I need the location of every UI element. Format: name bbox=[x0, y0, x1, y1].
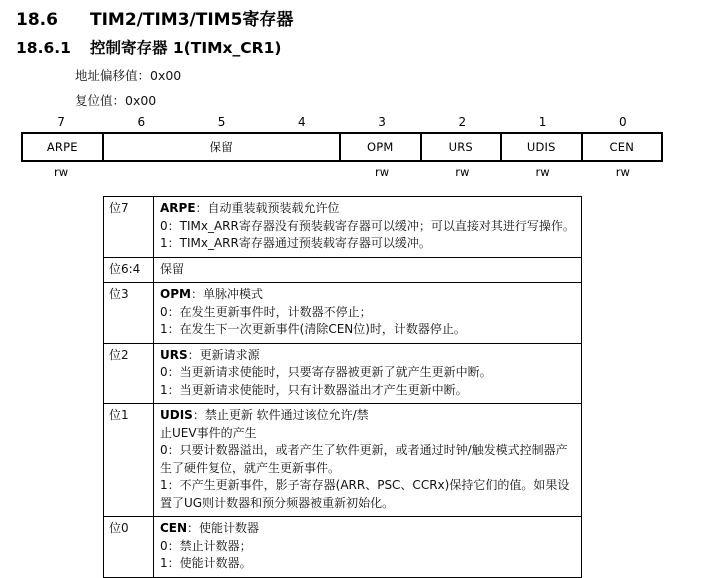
field-title: ：使能计数器 bbox=[187, 521, 260, 535]
bit-range-label: 位0 bbox=[104, 517, 154, 578]
field-title: ：单脉冲模式 bbox=[190, 287, 263, 301]
table-row bbox=[104, 283, 582, 344]
section-number: 18.6 bbox=[16, 10, 58, 30]
bit-description-cell bbox=[154, 257, 582, 283]
register-bit-map bbox=[21, 112, 663, 182]
field-detail-line: 1：当更新请求使能时，只有计数器溢出才产生更新中断。 bbox=[160, 382, 468, 397]
bit-access-cen: rw bbox=[615, 165, 630, 179]
field-detail-line: 止UEV事件的产生 bbox=[160, 425, 257, 440]
bit-number-2: 2 bbox=[458, 115, 467, 129]
bit-description-cell bbox=[154, 283, 582, 344]
bit-access-arpe: rw bbox=[54, 165, 69, 179]
field-name: URS bbox=[160, 347, 188, 362]
bit-access-row bbox=[21, 162, 663, 182]
section-heading bbox=[16, 5, 293, 30]
bit-range-label: 位7 bbox=[104, 197, 154, 258]
bit-number-0: 0 bbox=[619, 115, 627, 129]
bit-field-reserved: 保留 bbox=[104, 134, 342, 160]
bit-number-3: 3 bbox=[378, 115, 386, 129]
bit-field-row bbox=[21, 132, 663, 162]
field-name: UDIS bbox=[160, 408, 193, 422]
subsection-title: 控制寄存器 1(TIMx_CR1) bbox=[90, 39, 282, 57]
section-title: TIM2/TIM3/TIM5寄存器 bbox=[90, 10, 294, 30]
bit-description-cell bbox=[154, 197, 582, 258]
bit-field-urs: URS bbox=[422, 134, 503, 160]
field-detail-line: 0：TIMx_ARR寄存器没有预装载寄存器可以缓冲；可以直接对其进行写操作。 bbox=[160, 218, 575, 233]
table-row bbox=[104, 517, 582, 578]
field-detail-line: 1：使能计数器。 bbox=[160, 556, 252, 570]
field-title-line bbox=[160, 347, 576, 365]
bit-field-opm: OPM bbox=[341, 134, 422, 160]
bit-field-cen: CEN bbox=[609, 140, 634, 154]
bit-number-7: 7 bbox=[57, 115, 65, 129]
field-name: OPM bbox=[160, 287, 191, 301]
field-detail-line: 0：只要计数器溢出，或者产生了软件更新，或者通过时钟/触发模式控制器产生了硬件复位，就产生更新事件。 bbox=[160, 443, 568, 475]
bit-access-urs: rw bbox=[455, 165, 470, 179]
field-title-line bbox=[160, 407, 576, 425]
field-detail-line: 1：在发生下一次更新事件(清除CEN位)时，计数器停止。 bbox=[160, 322, 466, 336]
field-detail-line: 0：当更新请求使能时，只要寄存器被更新了就产生更新中断。 bbox=[160, 365, 492, 379]
bit-range-label: 位1 bbox=[104, 404, 154, 517]
field-title: ：自动重装载预装载允许位 bbox=[195, 201, 340, 215]
bit-number-4: 4 bbox=[298, 115, 306, 129]
table-row bbox=[104, 257, 582, 283]
bit-access-udis: rw bbox=[535, 165, 550, 179]
bit-number-5: 5 bbox=[217, 115, 226, 129]
field-detail-line: 1：TIMx_ARR寄存器通过预装载寄存器可以缓冲。 bbox=[160, 236, 431, 250]
bit-description-body bbox=[104, 197, 582, 578]
field-detail-line: 0：禁止计数器； bbox=[160, 538, 252, 553]
field-title-line bbox=[160, 520, 576, 538]
subsection-heading bbox=[16, 36, 281, 58]
field-title: ：更新请求源 bbox=[187, 347, 260, 362]
table-row bbox=[104, 197, 582, 258]
bit-description-cell bbox=[154, 343, 582, 404]
field-title-line bbox=[160, 286, 576, 304]
bit-access-opm: rw bbox=[375, 165, 390, 179]
bit-description-cell bbox=[154, 404, 582, 517]
table-row bbox=[104, 404, 582, 517]
field-detail-line: 0：在发生更新事件时，计数器不停止； bbox=[160, 304, 372, 319]
subsection-number: 18.6.1 bbox=[16, 39, 71, 57]
bit-description-cell bbox=[154, 517, 582, 578]
field-title: ：禁止更新 软件通过该位允许/禁 bbox=[192, 408, 369, 422]
bit-range-label: 位2 bbox=[104, 343, 154, 404]
reset-value-text: 复位值：0x00 bbox=[75, 93, 157, 108]
bit-number-1: 1 bbox=[538, 115, 547, 129]
field-name: ARPE bbox=[160, 201, 196, 215]
field-title-line bbox=[160, 200, 576, 218]
bit-access-reserved bbox=[101, 162, 342, 182]
bit-number-6: 6 bbox=[137, 115, 146, 129]
field-detail-line: 1：不产生更新事件，影子寄存器(ARR、PSC、CCRx)保持它们的值。如果设置了UG则计数器和预分频器被重新初始化。 bbox=[160, 478, 570, 510]
field-title-line bbox=[160, 261, 576, 279]
bit-range-label: 位3 bbox=[104, 283, 154, 344]
table-row bbox=[104, 343, 582, 404]
bit-range-label: 位6:4 bbox=[104, 257, 154, 283]
field-title: 保留 bbox=[160, 261, 185, 276]
bit-field-udis: UDIS bbox=[502, 134, 583, 160]
field-name: CEN bbox=[160, 521, 188, 535]
bit-field-arpe: ARPE bbox=[23, 134, 104, 160]
bit-number-row bbox=[21, 112, 663, 132]
address-offset-text: 地址偏移值：0x00 bbox=[75, 68, 182, 83]
bit-description-table bbox=[103, 196, 582, 578]
